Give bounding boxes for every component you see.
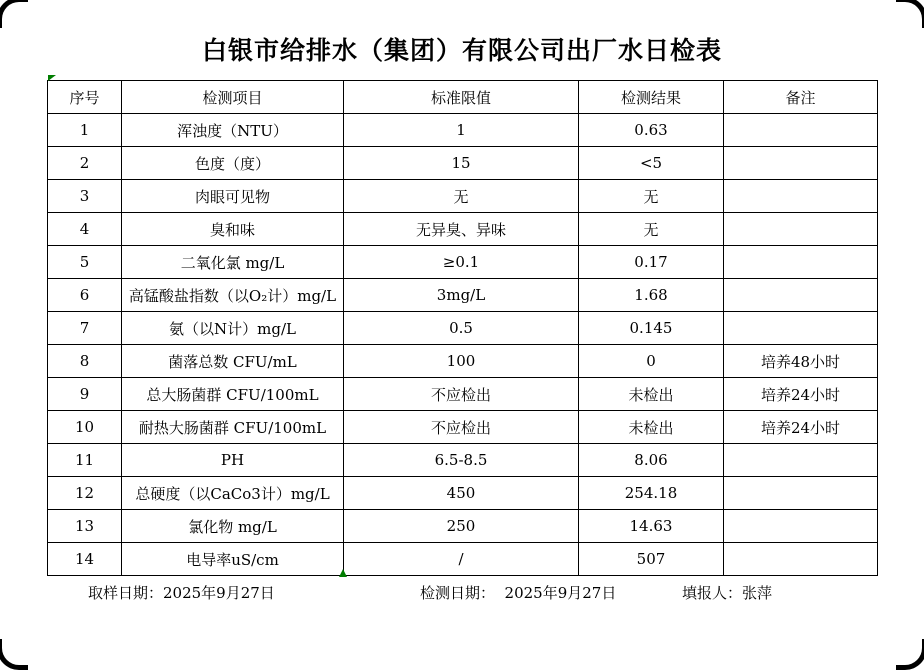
cell-seq: 6 [48, 279, 122, 312]
cell-item: 电导率uS/cm [122, 543, 344, 576]
cell-result: 无 [579, 180, 724, 213]
cell-limit: 不应检出 [344, 378, 579, 411]
header-item: 检测项目 [122, 81, 344, 114]
excel-corner-marker-icon [48, 75, 56, 81]
header-result: 检测结果 [579, 81, 724, 114]
excel-green-marker-icon [339, 569, 347, 577]
cell-limit: 不应检出 [344, 411, 579, 444]
table-row [48, 510, 878, 543]
cell-seq: 14 [48, 543, 122, 576]
cell-seq: 2 [48, 147, 122, 180]
table-row [48, 279, 878, 312]
header-remark: 备注 [724, 81, 878, 114]
cell-limit: 250 [344, 510, 579, 543]
cell-remark [724, 312, 878, 345]
cell-item: 臭和味 [122, 213, 344, 246]
cell-limit: 0.5 [344, 312, 579, 345]
table-row [48, 246, 878, 279]
cell-seq: 7 [48, 312, 122, 345]
cell-remark [724, 246, 878, 279]
footer [0, 582, 924, 604]
reporter-name: 填报人：张萍 [682, 584, 773, 602]
cell-result: 507 [579, 543, 724, 576]
cell-limit: 15 [344, 147, 579, 180]
cell-item: 肉眼可见物 [122, 180, 344, 213]
table-row [48, 444, 878, 477]
table-row [48, 477, 878, 510]
cell-seq: 8 [48, 345, 122, 378]
cell-item: 二氧化氯 mg/L [122, 246, 344, 279]
table-row [48, 213, 878, 246]
cell-remark [724, 510, 878, 543]
cell-seq: 5 [48, 246, 122, 279]
cell-result: 无 [579, 213, 724, 246]
cell-result: 未检出 [579, 378, 724, 411]
testing-date: 检测日期： 2025年9月27日 [420, 584, 617, 602]
cell-remark: 培养24小时 [724, 411, 878, 444]
frame-corner-bottom-left [0, 639, 28, 670]
table-row [48, 147, 878, 180]
cell-item: 耐热大肠菌群 CFU/100mL [122, 411, 344, 444]
cell-result: <5 [579, 147, 724, 180]
cell-remark [724, 477, 878, 510]
cell-seq: 12 [48, 477, 122, 510]
cell-seq: 11 [48, 444, 122, 477]
table-row [48, 543, 878, 576]
cell-result: 0.63 [579, 114, 724, 147]
frame-corner-top-left [0, 0, 28, 28]
cell-seq: 1 [48, 114, 122, 147]
cell-result: 8.06 [579, 444, 724, 477]
cell-result: 0.145 [579, 312, 724, 345]
table-row [48, 312, 878, 345]
cell-remark [724, 213, 878, 246]
table-row [48, 180, 878, 213]
table-row [48, 411, 878, 444]
cell-item: 总硬度（以CaCo3计）mg/L [122, 477, 344, 510]
cell-result: 254.18 [579, 477, 724, 510]
frame-corner-top-right [896, 0, 924, 28]
cell-limit: 6.5-8.5 [344, 444, 579, 477]
header-seq: 序号 [48, 81, 122, 114]
table-header-row [48, 81, 878, 114]
cell-remark: 培养48小时 [724, 345, 878, 378]
cell-item: 氨（以N计）mg/L [122, 312, 344, 345]
inspection-table [47, 80, 878, 576]
cell-limit: 450 [344, 477, 579, 510]
frame-corner-bottom-right [896, 639, 924, 670]
cell-item: 高锰酸盐指数（以O₂计）mg/L [122, 279, 344, 312]
cell-seq: 3 [48, 180, 122, 213]
table-row [48, 378, 878, 411]
cell-seq: 13 [48, 510, 122, 543]
cell-remark [724, 147, 878, 180]
cell-seq: 4 [48, 213, 122, 246]
cell-seq: 9 [48, 378, 122, 411]
cell-item: 浑浊度（NTU） [122, 114, 344, 147]
cell-remark [724, 180, 878, 213]
cell-limit: 无异臭、异味 [344, 213, 579, 246]
page-title: 白银市给排水（集团）有限公司出厂水日检表 [201, 36, 722, 65]
cell-remark [724, 279, 878, 312]
cell-remark [724, 543, 878, 576]
header-limit: 标准限值 [344, 81, 579, 114]
table-row [48, 114, 878, 147]
cell-limit: 无 [344, 180, 579, 213]
cell-limit: ≥0.1 [344, 246, 579, 279]
cell-result: 1.68 [579, 279, 724, 312]
cell-limit: 100 [344, 345, 579, 378]
cell-item: 色度（度） [122, 147, 344, 180]
cell-limit: 3mg/L [344, 279, 579, 312]
cell-item: PH [122, 444, 344, 477]
sampling-date: 取样日期：2025年9月27日 [88, 584, 275, 602]
cell-item: 总大肠菌群 CFU/100mL [122, 378, 344, 411]
cell-result: 14.63 [579, 510, 724, 543]
cell-result: 0 [579, 345, 724, 378]
cell-remark [724, 114, 878, 147]
cell-item: 氯化物 mg/L [122, 510, 344, 543]
cell-result: 未检出 [579, 411, 724, 444]
cell-item: 菌落总数 CFU/mL [122, 345, 344, 378]
cell-remark [724, 444, 878, 477]
cell-result: 0.17 [579, 246, 724, 279]
cell-remark: 培养24小时 [724, 378, 878, 411]
table-row [48, 345, 878, 378]
cell-seq: 10 [48, 411, 122, 444]
cell-limit: 1 [344, 114, 579, 147]
cell-limit: / [344, 543, 579, 576]
